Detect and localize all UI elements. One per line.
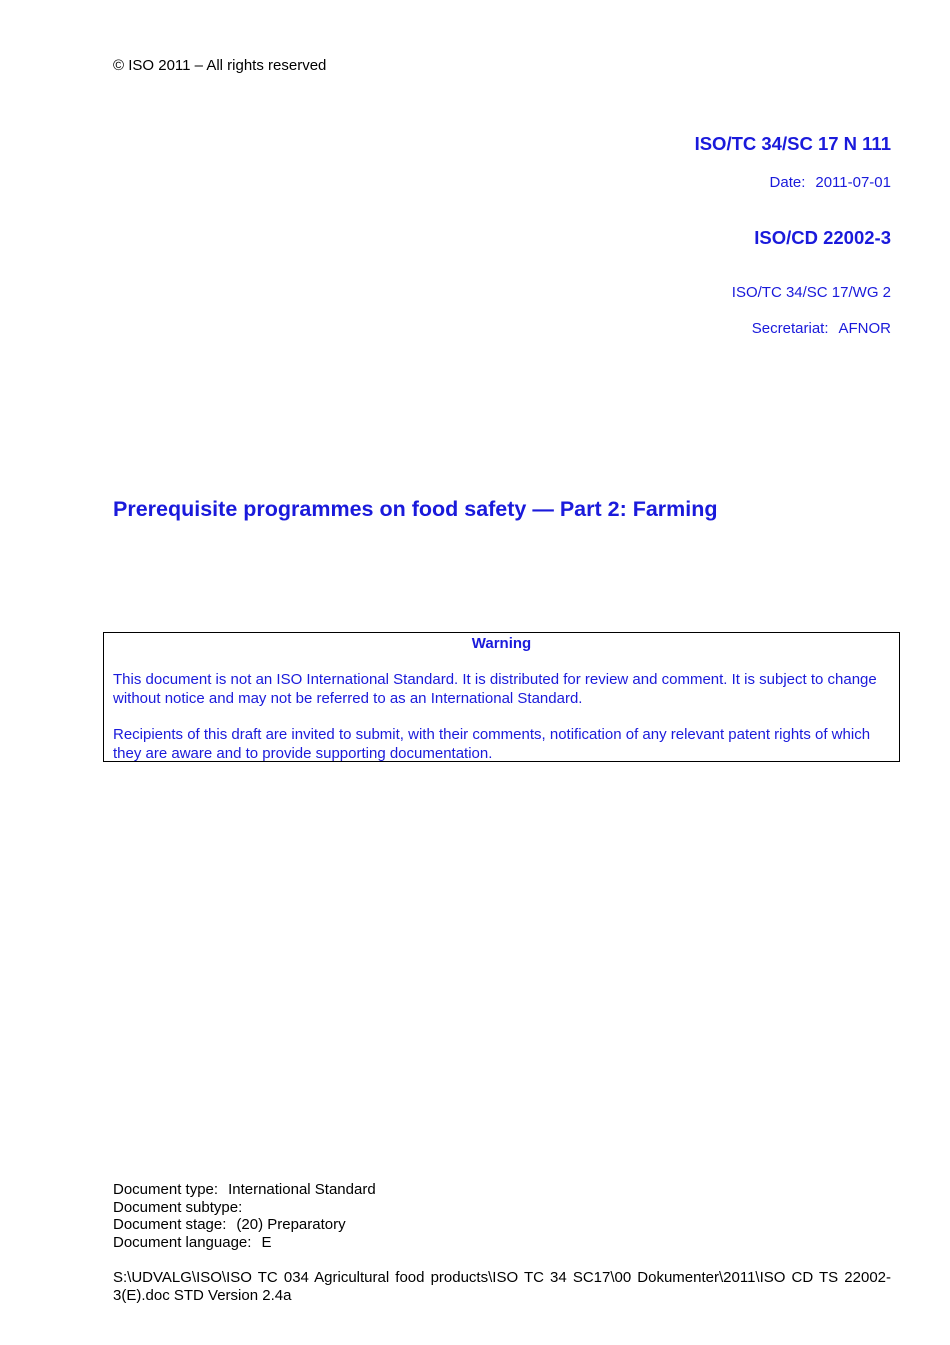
document-title: Prerequisite programmes on food safety — Part 2: Farming xyxy=(113,497,718,521)
warning-paragraph-review: This document is not an ISO International Standard. It is distributed for review and comment. It is subject to change without notice and may not be referred to as an International Standard. xyxy=(113,671,877,707)
warning-paragraph-patents: Recipients of this draft are invited to submit, with their comments, notification of any relevant patent rights of which they are aware and to provide supporting documentation. xyxy=(113,726,871,762)
document-language-row xyxy=(113,1234,376,1252)
document-type-value: International Standard xyxy=(228,1181,376,1198)
warning-heading: Warning xyxy=(471,635,532,652)
secretariat xyxy=(752,320,891,337)
document-type-row xyxy=(113,1181,376,1199)
warning-box xyxy=(103,632,900,762)
date-value: 2011-07-01 xyxy=(815,174,891,191)
document-metadata xyxy=(113,1181,376,1252)
document-language-value: E xyxy=(261,1234,272,1252)
secretariat-label: Secretariat: xyxy=(751,320,829,337)
document-subtype-row xyxy=(113,1199,376,1217)
document-stage-row xyxy=(113,1216,376,1234)
document-language-label: Document language: xyxy=(113,1234,252,1252)
document-subtype-label: Document subtype: xyxy=(113,1198,243,1216)
document-date xyxy=(770,174,891,191)
date-label: Date: xyxy=(769,174,806,191)
copyright-notice: © ISO 2011 – All rights reserved xyxy=(113,57,327,74)
committee-draft-number: ISO/CD 22002-3 xyxy=(754,227,891,248)
document-type-label: Document type: xyxy=(113,1181,219,1198)
document-stage-label: Document stage: xyxy=(113,1216,227,1234)
secretariat-value: AFNOR xyxy=(838,320,891,337)
file-path: S:\UDVALG\ISO\ISO TC 034 Agricultural food products\ISO TC 34 SC17\00 Dokumenter\2011\ISO CD TS 22002-3(E).doc STD Version 2.4a xyxy=(113,1269,891,1304)
document-reference-number: ISO/TC 34/SC 17 N 111 xyxy=(694,133,891,154)
working-group: ISO/TC 34/SC 17/WG 2 xyxy=(731,284,891,301)
document-stage-value: (20) Preparatory xyxy=(236,1216,346,1234)
